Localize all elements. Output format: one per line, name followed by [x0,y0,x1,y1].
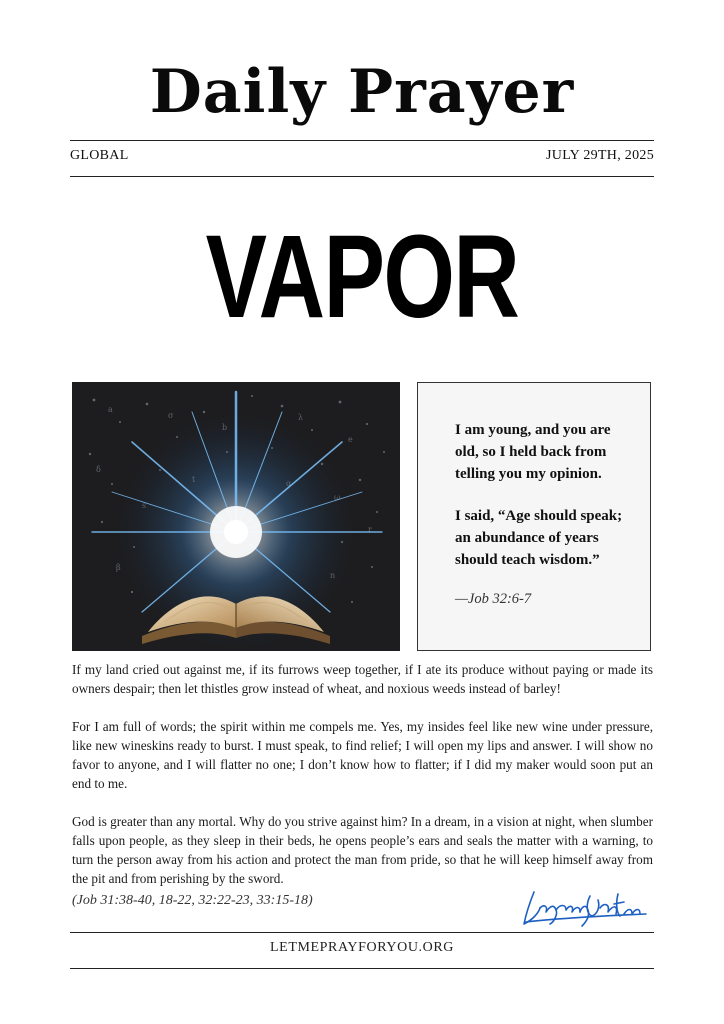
quote-paragraph: I said, “Age should speak; an abundance of years should teach wisdom.” [455,508,623,568]
body-paragraph: If my land cried out against me, if its furrows weep together, if I ate its produce without paying or made its owners despair; then let thistles grow instead of wheat, and noxious weeds instead of barley! [72,662,653,696]
dateline-rule [70,176,654,177]
masthead-title: Daily Prayer [149,57,575,127]
footer-top-rule [70,932,654,933]
book-burst-illustration [72,382,400,651]
open-book-light-burst-image [72,382,400,651]
dateline-region: GLOBAL [70,148,129,163]
dateline [70,148,654,168]
footer-website-link[interactable]: LETMEPRAYFORYOU.ORG [270,940,454,955]
svg-text:δ: δ [96,465,101,474]
body-paragraph: For I am full of words; the spirit within me compels me. Yes, my insides feel like new wine under pressure, like new wineskins ready to burst. I must speak, to find relief; I will open my lips and answer. I will show no favor to anyone, and I will flatter no one; I don’t know how to flatter; if I did my maker would soon put an end to me. [72,719,653,791]
svg-text:σ: σ [168,411,174,420]
svg-text:λ: λ [298,413,304,422]
body-text [72,660,653,907]
svg-text:β: β [116,563,121,572]
headline: VAPOR [205,211,519,343]
svg-text:r: r [368,525,372,534]
body-paragraph: God is greater than any mortal. Why do you strive against him? In a dream, in a vision at night, when slumber falls upon people, as they sleep in their beds, he opens people’s ears and seals the matter with a warning, to turn the person away from his action and protect the man from pride, so that he will keep himself away from the pit and from perishing by the sword. [72,814,653,886]
scripture-quote-box [417,382,651,651]
footer-bottom-rule [70,968,654,969]
scripture-reference: (Job 31:38-40, 18-22, 32:22-23, 33:15-18) [72,893,313,908]
quote-citation: —Job 32:6-7 [455,591,532,607]
top-rule [70,140,654,141]
dateline-date: JULY 29TH, 2025 [546,148,654,163]
handwritten-signature [520,884,650,928]
quote-paragraph: I am young, and you are old, so I held back from telling you my opinion. [455,422,611,482]
svg-text:e: e [348,435,353,444]
svg-text:a: a [108,405,113,414]
